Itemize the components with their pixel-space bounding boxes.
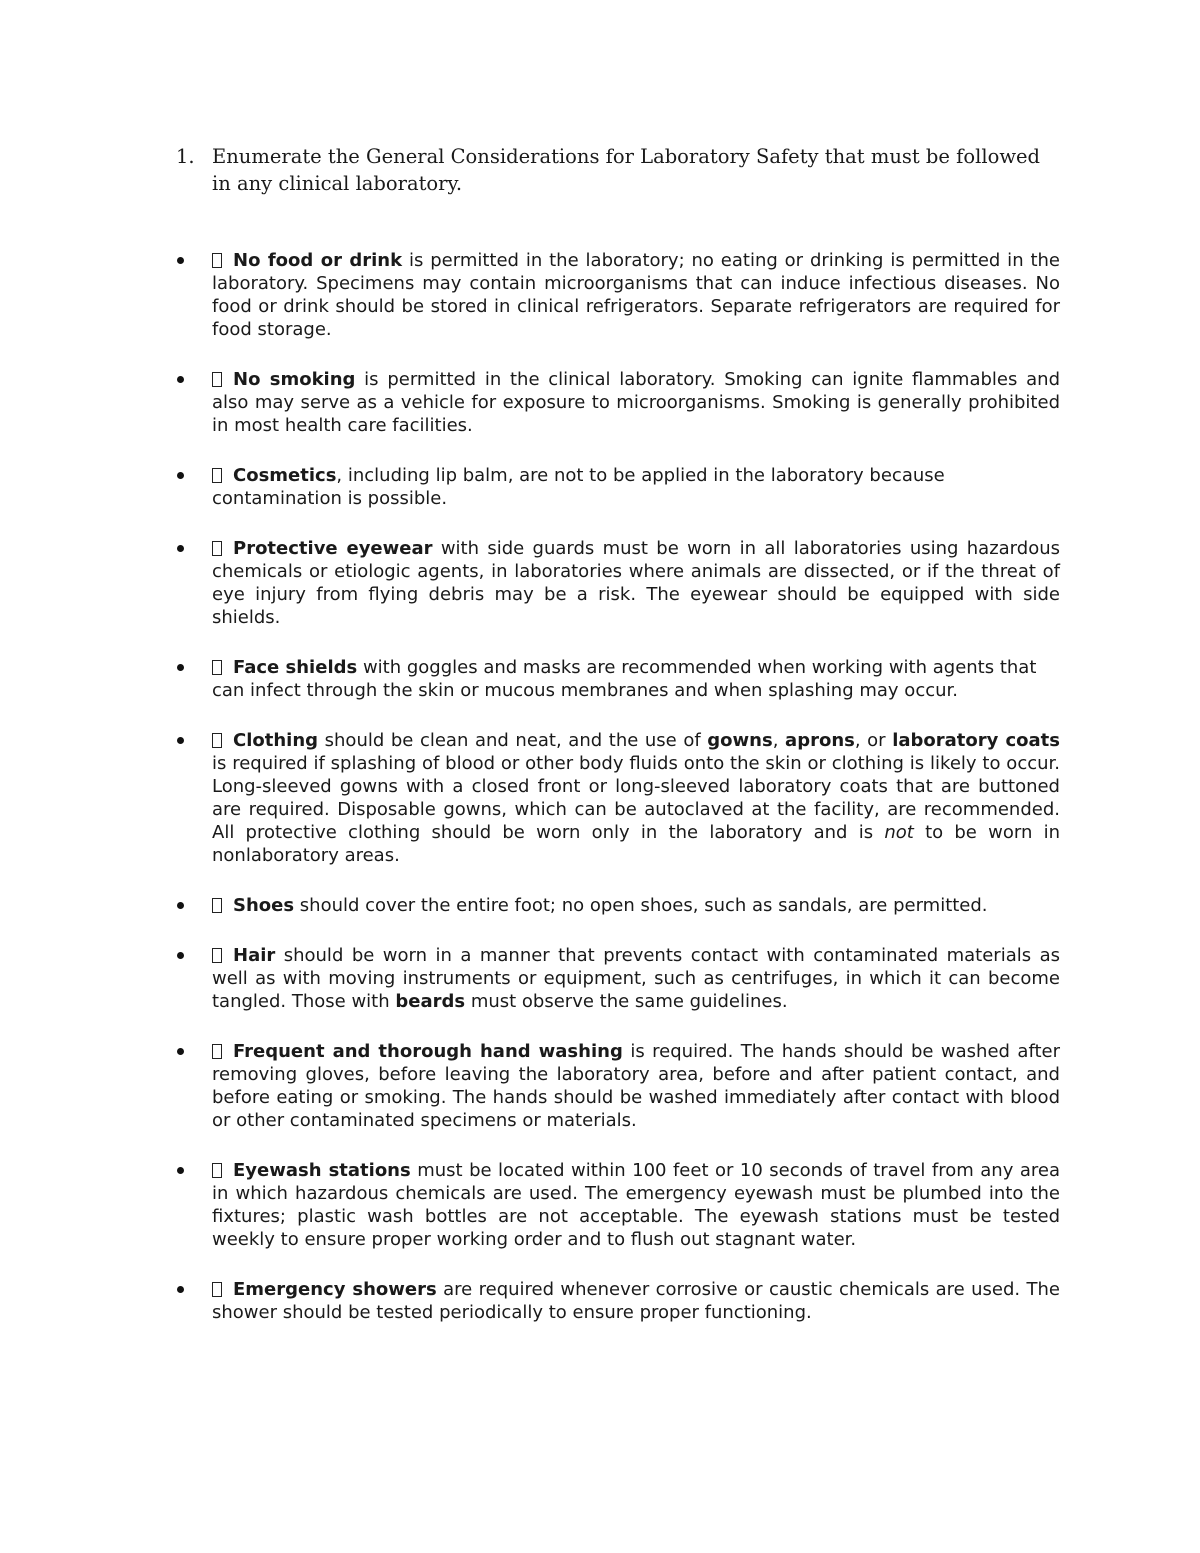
bold-term: laboratory coats [892, 730, 1060, 751]
item-text: with goggles and masks are recommended when working with agents that can infect through the skin or mucous membranes and when splashing may occur. [212, 657, 1037, 701]
missing-glyph-icon [212, 733, 222, 748]
bold-term: Face shields [233, 657, 358, 678]
missing-glyph-icon [212, 541, 222, 556]
bold-term: Protective eyewear [233, 538, 433, 559]
bold-term: Shoes [233, 895, 295, 916]
bold-term: No food or drink [233, 250, 403, 271]
list-item-text [212, 1278, 1060, 1324]
list-item-text [212, 537, 1060, 629]
item-segments [212, 1041, 1060, 1131]
item-segments [212, 1279, 1060, 1323]
missing-glyph-icon [212, 468, 222, 483]
bullet-icon [172, 464, 212, 510]
item-text: should be worn in a manner that prevents contact with contaminated materials as well as with moving instruments or equipment, such as centrifuges, in which it can become tangled. Those with [212, 945, 1060, 1012]
bold-term: Frequent and thorough hand washing [233, 1041, 623, 1062]
list-item [172, 729, 1060, 867]
item-text: must observe the same guidelines. [465, 991, 788, 1012]
list-item [172, 944, 1060, 1013]
item-text: is permitted in the laboratory; no eating or drinking is permitted in the laboratory. Specimens may contain microorganisms that can induce infectious diseases. No food or drink should be stored in clinical refrigerators. Separate refrigerators are required for food storage. [212, 250, 1061, 340]
missing-glyph-icon [212, 372, 222, 387]
bullet-icon [172, 368, 212, 437]
item-segments [212, 250, 1060, 340]
bold-term: gowns [707, 730, 773, 751]
question-heading [176, 143, 1056, 197]
list-item-text [212, 944, 1060, 1013]
list-item-text [212, 729, 1060, 867]
bullet-icon [172, 249, 212, 341]
list-item-text [212, 249, 1060, 341]
missing-glyph-icon [212, 1163, 222, 1178]
missing-glyph-icon [212, 1044, 222, 1059]
bullet-icon [172, 656, 212, 702]
bullet-icon [172, 1040, 212, 1132]
item-segments [233, 895, 988, 916]
missing-glyph-icon [212, 898, 222, 913]
bold-term: Cosmetics [233, 465, 337, 486]
list-item-text [212, 464, 1060, 510]
bullet-icon [172, 1159, 212, 1251]
list-item-text [212, 894, 1060, 917]
list-item-text [212, 1040, 1060, 1132]
bold-term: Clothing [233, 730, 319, 751]
item-text: to be worn in nonlaboratory areas. [212, 822, 1061, 866]
item-segments [212, 730, 1060, 866]
list-item [172, 1159, 1060, 1251]
item-segments [212, 945, 1060, 1012]
list-item [172, 894, 1060, 917]
item-text: are required whenever corrosive or caustic chemicals are used. The shower should be tested periodically to ensure proper functioning. [212, 1279, 1060, 1323]
bullet-icon [172, 944, 212, 1013]
item-text: , including lip balm, are not to be applied in the laboratory because contamination is possible. [212, 465, 945, 509]
bold-term: Emergency showers [233, 1279, 437, 1300]
bullet-icon [172, 729, 212, 867]
list-item [172, 656, 1060, 702]
item-text: , [772, 730, 786, 751]
bullet-icon [172, 894, 212, 917]
item-text: is required. The hands should be washed after removing gloves, before leaving the laboratory area, before and after patient contact, and before eating or smoking. The hands should be washed immediately after contact with blood or other contaminated specimens or materials. [212, 1041, 1060, 1131]
item-text: must be located within 100 feet or 10 seconds of travel from any area in which hazardous chemicals are used. The emergency eyewash must be plumbed into the fixtures; plastic wash bottles are not acceptable. The eyewash stations must be tested weekly to ensure proper working order and to flush out stagnant water. [212, 1160, 1060, 1250]
list-item-text [212, 1159, 1060, 1251]
list-item [172, 249, 1060, 341]
list-item [172, 464, 1060, 510]
bold-term: Hair [233, 945, 276, 966]
item-segments [212, 657, 1036, 701]
bullet-icon [172, 537, 212, 629]
bold-term: aprons [785, 730, 855, 751]
list-item-text [212, 368, 1060, 437]
item-segments [212, 1160, 1060, 1250]
item-segments [212, 465, 945, 509]
bullet-icon [172, 1278, 212, 1324]
item-segments [212, 369, 1060, 436]
missing-glyph-icon [212, 1282, 222, 1297]
item-text: with side guards must be worn in all laboratories using hazardous chemicals or etiologic agents, in laboratories where animals are dissected, or if the threat of eye injury from flying debris may be a risk. The eyewear should be equipped with side shields. [212, 538, 1060, 628]
italic-term: not [884, 822, 914, 843]
missing-glyph-icon [212, 253, 222, 268]
list-item [172, 368, 1060, 437]
question-text: Enumerate the General Considerations for Laboratory Safety that must be followed in any clinical laboratory. [212, 145, 1041, 195]
bold-term: beards [395, 991, 466, 1012]
question-number: 1. [176, 145, 195, 168]
list-item [172, 1278, 1060, 1324]
bold-term: Eyewash stations [233, 1160, 411, 1181]
bold-term: No smoking [233, 369, 356, 390]
missing-glyph-icon [212, 660, 222, 675]
item-text: should cover the entire foot; no open shoes, such as sandals, are permitted. [294, 895, 988, 916]
safety-considerations-list [172, 249, 1060, 1351]
list-item [172, 1040, 1060, 1132]
item-text: should be clean and neat, and the use of [318, 730, 708, 751]
missing-glyph-icon [212, 948, 222, 963]
item-text: is required if splashing of blood or other body fluids onto the skin or clothing is likely to occur. Long-sleeved gowns with a closed front or long-sleeved laboratory coats that are buttoned are required. Disposable gowns, which can be autoclaved at the facility, are recommended. All protective clothing should be worn only in the laboratory and is [212, 753, 1060, 843]
item-text: is permitted in the clinical laboratory. Smoking can ignite flammables and also may serve as a vehicle for exposure to microorganisms. Smoking is generally prohibited in most health care facilities. [212, 369, 1060, 436]
list-item [172, 537, 1060, 629]
item-text: , or [854, 730, 893, 751]
list-item-text [212, 656, 1060, 702]
item-segments [212, 538, 1060, 628]
